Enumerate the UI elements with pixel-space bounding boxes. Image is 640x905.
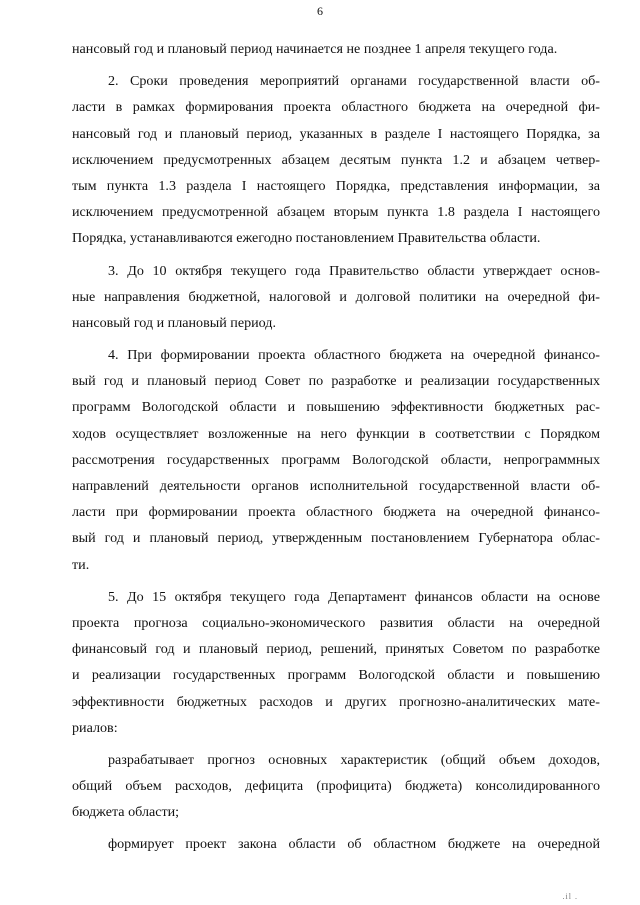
paragraph	[72, 258, 600, 337]
text-line: разрабатывает прогноз основных характеристик (общий объем доходов,	[108, 751, 600, 768]
paragraph	[72, 584, 600, 741]
page-number: 6	[317, 4, 323, 18]
text-line: ти.	[72, 556, 90, 573]
document-body	[72, 36, 600, 858]
text-line: риалов:	[72, 719, 118, 736]
text-line: 4. При формировании проекта областного бюджета на очередной финансо-	[108, 347, 600, 364]
text-line: нансовый год и плановый период начинается не позднее 1 апреля текущего года.	[72, 41, 558, 57]
text-line: 3. До 10 октября текущего года Правительство области утверждает основ-	[108, 262, 600, 279]
text-line: вый год и плановый период Совет по разработке и реализации государственных	[72, 373, 600, 390]
text-line: нансовый год и плановый период, указанных в разделе I настоящего Порядка, за	[72, 125, 600, 142]
paragraph	[72, 342, 600, 578]
scan-mark: .il .	[562, 892, 578, 901]
text-line: финансовый год и плановый период, решений, принятых Советом по разработке	[72, 641, 600, 658]
text-line: ласти при формировании проекта областного бюджета на очередной финансо-	[72, 504, 600, 521]
text-line: вый год и плановый период, утвержденным постановлением Губернатора облас-	[72, 530, 600, 547]
text-line: эффективности бюджетных расходов и других прогнозно-аналитических мате-	[72, 693, 600, 710]
text-line: 5. До 15 октября текущего года Департамент финансов области на основе	[108, 588, 600, 605]
text-line: исключением предусмотренной абзацем вторым пункта 1.8 раздела I настоящего	[72, 204, 600, 221]
text-line: ные направления бюджетной, налоговой и долговой политики на очередной фи-	[72, 288, 600, 305]
text-line: Порядка, устанавливаются ежегодно постановлением Правительства области.	[72, 230, 541, 247]
text-line: рассмотрения государственных программ Вологодской области, непрограммных	[72, 451, 600, 468]
paragraph	[72, 68, 600, 251]
text-line: и реализации государственных программ Вологодской области и повышению	[72, 667, 600, 684]
text-line: общий объем расходов, дефицита (профицита) бюджета) консолидированного	[72, 778, 600, 795]
text-line: тым пункта 1.3 раздела I настоящего Порядка, представления информации, за	[72, 177, 600, 194]
text-line: нансовый год и плановый период.	[72, 314, 276, 331]
paragraph	[72, 747, 600, 826]
text-line: бюджета области;	[72, 804, 180, 821]
text-line: направлений деятельности органов исполнительной государственной власти об-	[72, 478, 600, 494]
text-line: программ Вологодской области и повышению эффективности бюджетных рас-	[72, 399, 600, 416]
paragraph	[72, 831, 600, 857]
text-line: 2. Сроки проведения мероприятий органами государственной власти об-	[108, 73, 600, 90]
text-line: исключением предусмотренных абзацем десятым пункта 1.2 и абзацем четвер-	[72, 151, 600, 168]
text-line: ходов осуществляет возложенные на него функции в соответствии с Порядком	[72, 425, 600, 442]
text-line: проекта прогноза социально-экономического развития области на очередной	[72, 614, 600, 631]
paragraph	[72, 36, 600, 62]
text-line: ласти в рамках формирования проекта областного бюджета на очередной фи-	[72, 99, 600, 116]
text-line: формирует проект закона области об областном бюджете на очередной	[108, 836, 600, 853]
